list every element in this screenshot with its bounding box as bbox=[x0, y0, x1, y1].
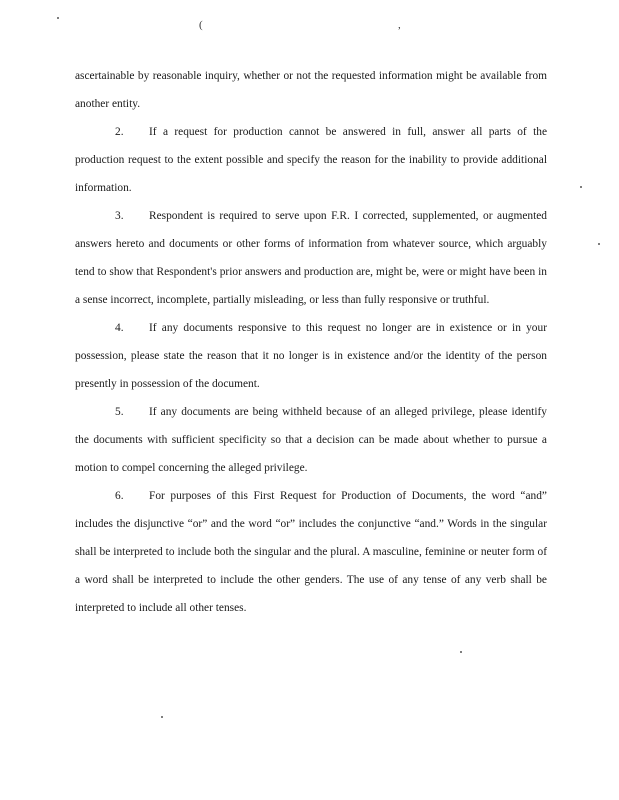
paragraph-number: 2. bbox=[115, 126, 124, 138]
paragraph-number: 4. bbox=[115, 322, 124, 334]
paragraph-3 bbox=[75, 202, 547, 314]
scan-speck bbox=[161, 716, 163, 718]
scan-mark-right: , bbox=[398, 19, 401, 31]
scan-speck bbox=[598, 243, 600, 245]
scan-mark-left: ( bbox=[199, 19, 203, 31]
paragraph-6 bbox=[75, 482, 547, 622]
scan-speck bbox=[460, 651, 462, 653]
paragraph-text: Respondent is required to serve upon F.R. I corrected, supplemented, or augmented answers hereto and documents or other forms of information from whatever source, which arguably tend to show that Respondent's prior answers and production are, might be, were or might have been in a sense incorrect, incomplete, partially misleading, or less than fully responsive or truthful. bbox=[75, 210, 547, 306]
paragraph-number: 3. bbox=[115, 210, 124, 222]
paragraph-continuation bbox=[75, 62, 547, 118]
scan-speck bbox=[580, 186, 582, 188]
paragraph-text: ascertainable by reasonable inquiry, whether or not the requested information might be available from another entity. bbox=[75, 70, 547, 110]
paragraph-text: If any documents responsive to this request no longer are in existence or in your possession, please state the reason that it no longer is in existence and/or the identity of the person presently in possession of the document. bbox=[75, 322, 547, 390]
paragraph-text: If any documents are being withheld because of an alleged privilege, please identify the documents with sufficient specificity so that a decision can be made about whether to pursue a motion to compel concerning the alleged privilege. bbox=[75, 406, 547, 474]
document-body bbox=[75, 62, 547, 622]
scan-speck bbox=[57, 17, 59, 19]
paragraph-number: 6. bbox=[115, 490, 124, 502]
paragraph-text: For purposes of this First Request for Production of Documents, the word “and” includes the disjunctive “or” and the word “or” includes the conjunctive “and.” Words in the singular shall be interpreted to include both the singular and the plural. A masculine, feminine or neuter form of a word shall be interpreted to include the other genders. The use of any tense of any verb shall be interpreted to include all other tenses. bbox=[75, 490, 547, 614]
paragraph-text: If a request for production cannot be answered in full, answer all parts of the production request to the extent possible and specify the reason for the inability to provide additional information. bbox=[75, 126, 547, 194]
paragraph-number: 5. bbox=[115, 406, 124, 418]
paragraph-5 bbox=[75, 398, 547, 482]
paragraph-4 bbox=[75, 314, 547, 398]
paragraph-2 bbox=[75, 118, 547, 202]
